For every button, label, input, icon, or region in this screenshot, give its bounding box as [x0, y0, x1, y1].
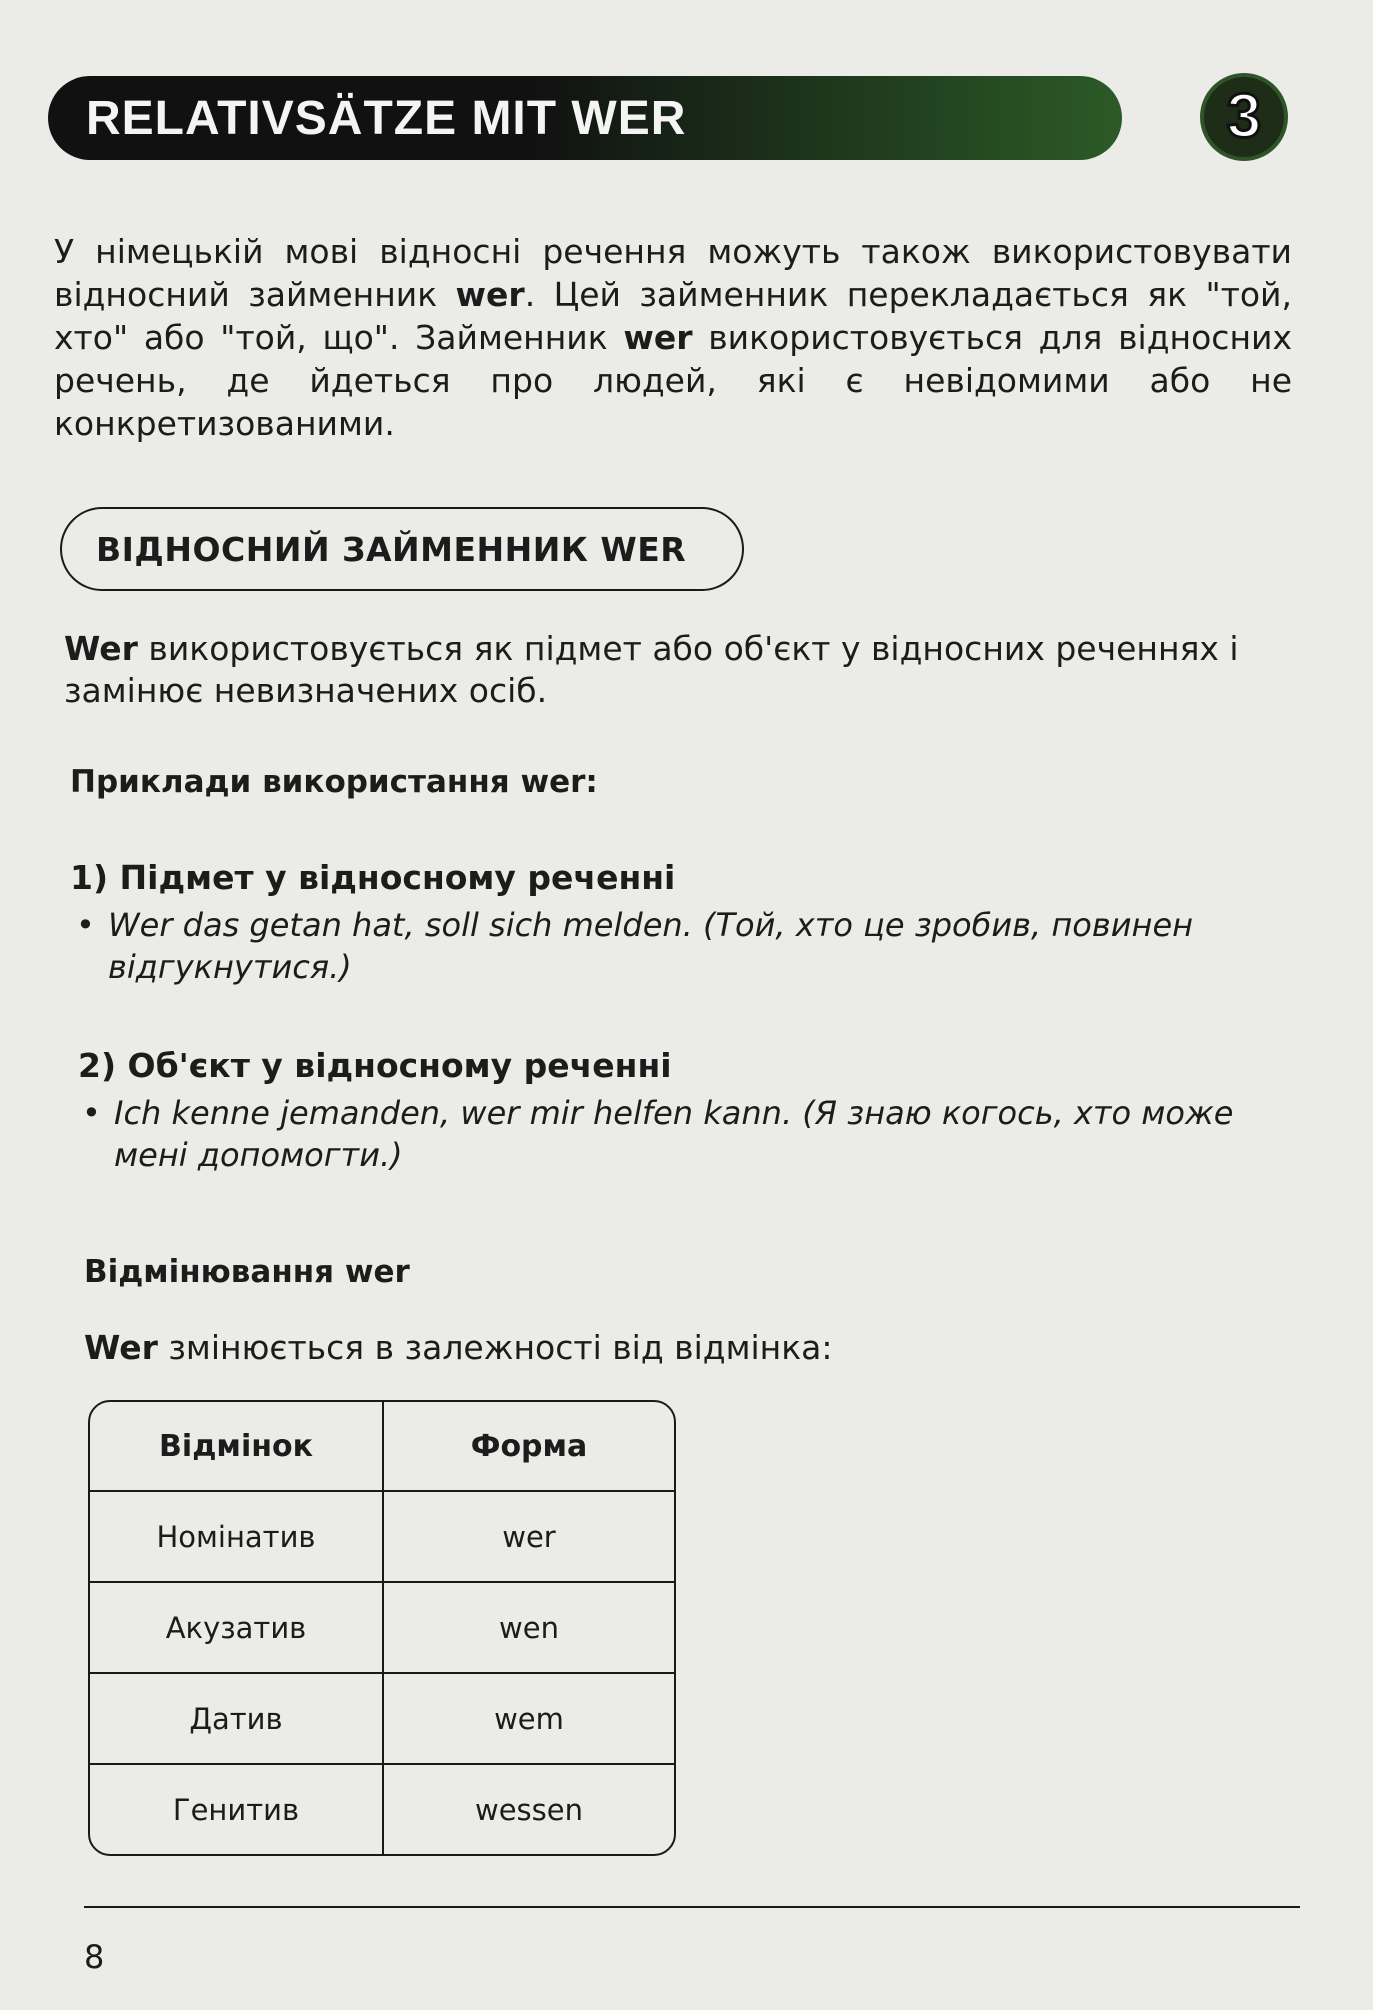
table-cell-form: wer: [382, 1492, 674, 1581]
table-header-case: Відмінок: [159, 1428, 313, 1464]
bullet-icon: •: [82, 1094, 101, 1132]
footer-divider: [84, 1906, 1300, 1908]
section-heading: ВІДНОСНИЙ ЗАЙМЕННИК WER: [96, 529, 687, 569]
table-header-row: [90, 1402, 674, 1490]
declension-text: [84, 1328, 833, 1367]
table-cell-case: Генитив: [172, 1792, 300, 1827]
bullet-icon: •: [76, 906, 95, 944]
table-cell-case: Акузатив: [165, 1610, 307, 1645]
chapter-number-badge: [1200, 73, 1288, 161]
table-cell-case: Номінатив: [156, 1519, 316, 1554]
example-heading-subject: 1) Підмет у відносному реченні: [70, 858, 676, 897]
table-header-form: Форма: [382, 1402, 674, 1490]
table-cell-form: wen: [382, 1583, 674, 1672]
declension-text-bold: Wer: [84, 1328, 158, 1367]
intro-bold-1: wer: [455, 275, 525, 314]
examples-title: Приклади використання wer:: [70, 764, 598, 800]
example-item-subject: [76, 904, 1306, 988]
declension-text-rest: змінюється в залежності від відмінка:: [157, 1328, 833, 1367]
wer-definition-bold: Wer: [64, 629, 138, 668]
chapter-number: 3: [1226, 82, 1262, 151]
chapter-header-bar: [48, 76, 1122, 160]
section-heading-pill: [60, 507, 744, 591]
intro-text-2: . Цей займенник перекладається як "той, хто" або "той, що". Займенник: [54, 275, 1292, 357]
table-cell-case: Датив: [189, 1701, 283, 1736]
intro-bold-2: wer: [623, 318, 693, 357]
example-item-object: [82, 1092, 1262, 1176]
example-heading-object: 2) Об'єкт у відносному реченні: [78, 1046, 672, 1085]
intro-text-3: використовується для відносних речень, де йдеться про людей, які є невідомими або не конкретизованими.: [54, 318, 1292, 443]
chapter-title: RELATIVSÄTZE MIT WER: [86, 91, 687, 145]
declension-table: [88, 1400, 676, 1856]
page-number: 8: [84, 1938, 105, 1976]
table-cell-form: wem: [382, 1674, 674, 1763]
table-cell-form: wessen: [382, 1765, 674, 1854]
wer-definition-text: використовується як підмет або об'єкт у відносних реченнях і замінює невизначених осіб.: [64, 629, 1239, 710]
intro-paragraph: [54, 230, 1292, 445]
table-row: [90, 1672, 674, 1763]
table-row: [90, 1490, 674, 1581]
wer-definition: [64, 628, 1292, 712]
declension-title: Відмінювання wer: [84, 1254, 410, 1290]
example-text-subject: Wer das getan hat, soll sich melden. (Той, хто це зробив, повинен відгукнутися.): [108, 906, 1194, 986]
table-row: [90, 1581, 674, 1672]
table-row: [90, 1763, 674, 1854]
intro-text-1: У німецькій мові відносні речення можуть також використовувати відносний займенник: [54, 232, 1292, 314]
example-text-object: Ich kenne jemanden, wer mir helfen kann. (Я знаю когось, хто може мені допомогти.): [114, 1094, 1234, 1174]
